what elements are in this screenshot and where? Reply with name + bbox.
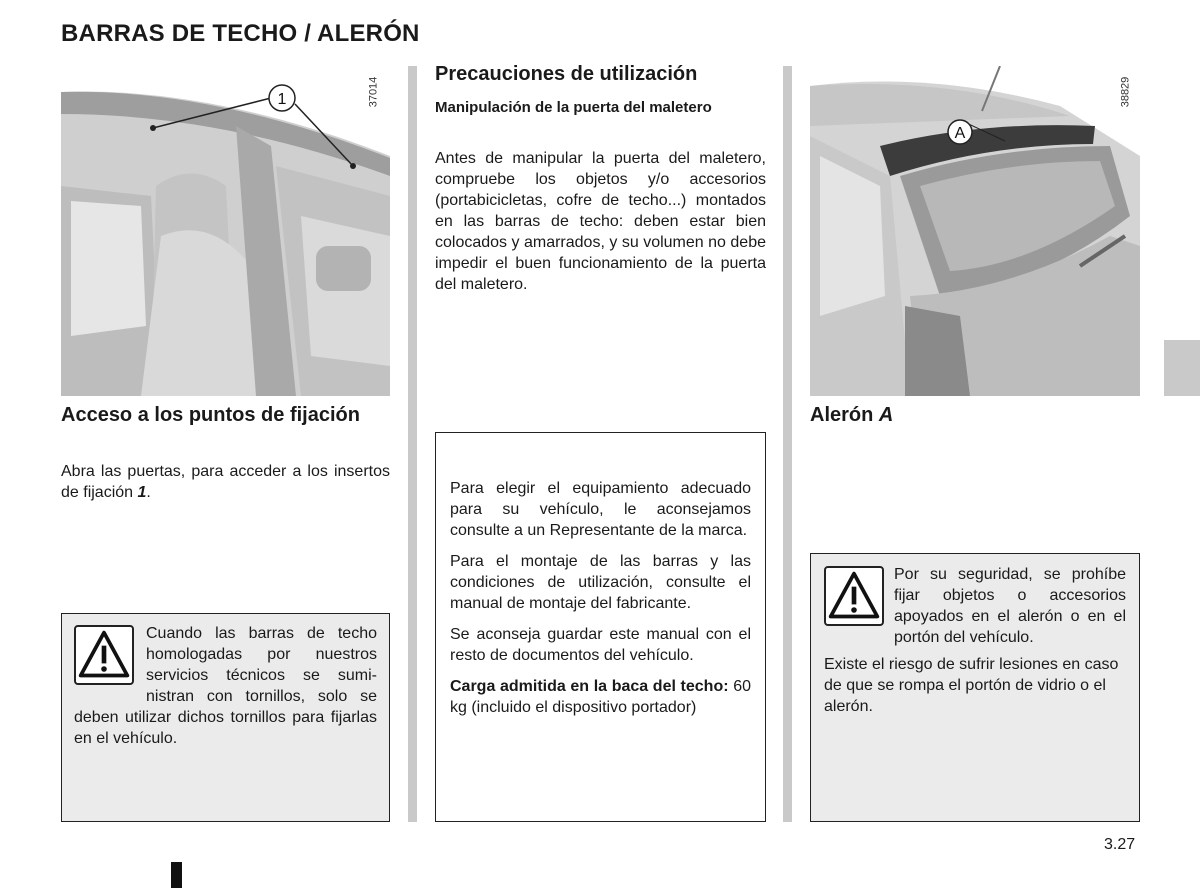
column-divider-left [408, 66, 417, 822]
margin-mark [171, 862, 182, 888]
roof-fixing-points-photo [61, 66, 390, 396]
spoiler-heading-ref: A [878, 404, 894, 426]
spoiler-heading-text: Alerón [810, 404, 879, 426]
car-interior-illustration [61, 66, 390, 396]
info-note-load [450, 676, 751, 718]
fixing-points-text-end: . [146, 484, 151, 501]
fixing-points-ref: 1 [137, 484, 147, 501]
info-note-mounting: Para el montaje de las barras y las condiciones de utilización, consulte el manual de montaje del fabricante. [450, 553, 751, 612]
column-divider-right [783, 66, 792, 822]
fixing-points-text: Abra las puertas, para acceder a los insertos de fijación [61, 463, 390, 501]
tailgate-precaution-paragraph: Antes de manipular la puerta del maletero, compruebe los objetos y/o accesorios (portabicicletas, cofre de techo...) montados en las barras de techo: deben estar bien colocados y amarrados, y su volumen no debe impedir el buen funcionamiento de la puerta del maletero. [435, 150, 766, 293]
chapter-thumb-tab [1164, 340, 1200, 396]
subheading-tailgate-handling: Manipulación de la puerta del maletero [435, 99, 712, 116]
section-heading-fixing-points: Acceso a los puntos de fijación [61, 404, 360, 426]
info-note-keep-manual: Se aconseja guardar este manual con el resto de documentos del vehículo. [450, 626, 751, 664]
section-heading-spoiler [810, 402, 893, 428]
page-number: 3.27 [1104, 836, 1136, 853]
warning-spoiler-risk-text: Existe el riesgo de sufrir lesiones en caso de que se rompa el portón de vidrio o el alerón. [824, 656, 1119, 715]
callout-1-label: 1 [277, 91, 287, 108]
rear-spoiler-photo [810, 66, 1140, 396]
warning-spoiler-text: Por su seguridad, se prohíbe fijar objetos o accesorios apoyados en el alerón o en el portón del vehículo. [894, 566, 1126, 646]
image-code-left: 37014 [367, 76, 380, 108]
load-value: 60 kg (incluido el dispositivo portador) [450, 678, 751, 716]
fixing-points-paragraph [61, 461, 390, 503]
info-box-equipment [435, 432, 766, 822]
car-rear-illustration [810, 66, 1140, 396]
section-heading-precautions: Precauciones de utilización [435, 63, 698, 85]
warning-screws-text: Cuando las barras de techo homologadas por nuestros servicios técnicos se suministran con tornillos, solo se deben utilizar dichos tornillos para fijarlas en el vehículo. [74, 625, 377, 747]
warning-triangle-icon [824, 566, 884, 626]
page-title: BARRAS DE TECHO / ALERÓN [61, 20, 420, 47]
warning-triangle-icon [74, 625, 134, 685]
load-label: Carga admitida en la baca del techo: [450, 678, 729, 695]
image-code-right: 38829 [1119, 76, 1132, 108]
warning-box-spoiler [810, 553, 1140, 822]
info-note-dealer: Para elegir el equipamiento adecuado para su vehículo, le aconsejamos consulte a un Representante de la marca. [450, 480, 751, 539]
callout-a-label: A [954, 125, 966, 142]
warning-box-screws [61, 613, 390, 822]
